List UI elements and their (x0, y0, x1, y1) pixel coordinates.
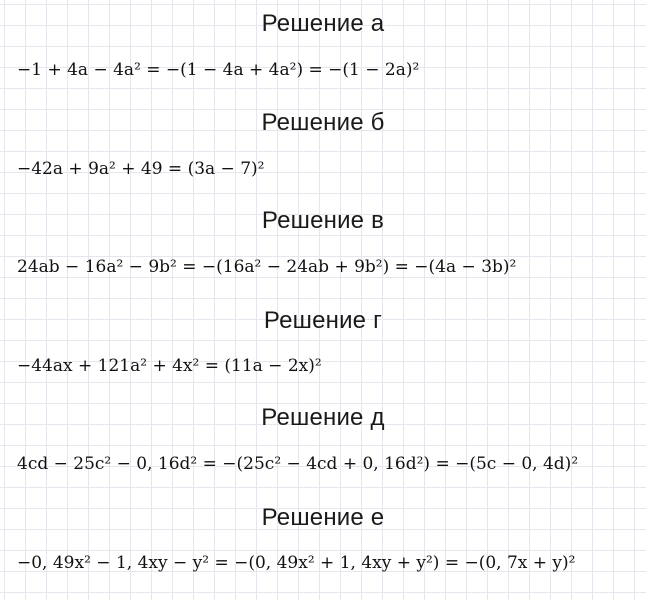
solution-heading-v: Решение в (261, 207, 385, 234)
solution-heading-d: Решение д (261, 404, 385, 431)
solution-formula-a: −1 + 4a − 4a² = −(1 − 4a + 4a²) = −(1 − 2a)² (17, 60, 420, 80)
solution-heading-g: Решение г (263, 307, 383, 334)
solution-formula-g: −44ax + 121a² + 4x² = (11a − 2x)² (17, 356, 322, 376)
solution-formula-v: 24ab − 16a² − 9b² = −(16a² − 24ab + 9b²) = −(4a − 3b)² (17, 257, 517, 277)
solution-heading-a: Решение а (261, 10, 385, 37)
solution-formula-b: −42a + 9a² + 49 = (3a − 7)² (17, 159, 265, 179)
solution-heading-e: Решение е (261, 504, 385, 531)
solution-heading-b: Решение б (261, 109, 385, 136)
solution-formula-e: −0, 49x² − 1, 4xy − y² = −(0, 49x² + 1, 4xy + y²) = −(0, 7x + y)² (17, 553, 576, 573)
solution-formula-d: 4cd − 25c² − 0, 16d² = −(25c² − 4cd + 0, 16d²) = −(5c − 0, 4d)² (17, 454, 579, 474)
